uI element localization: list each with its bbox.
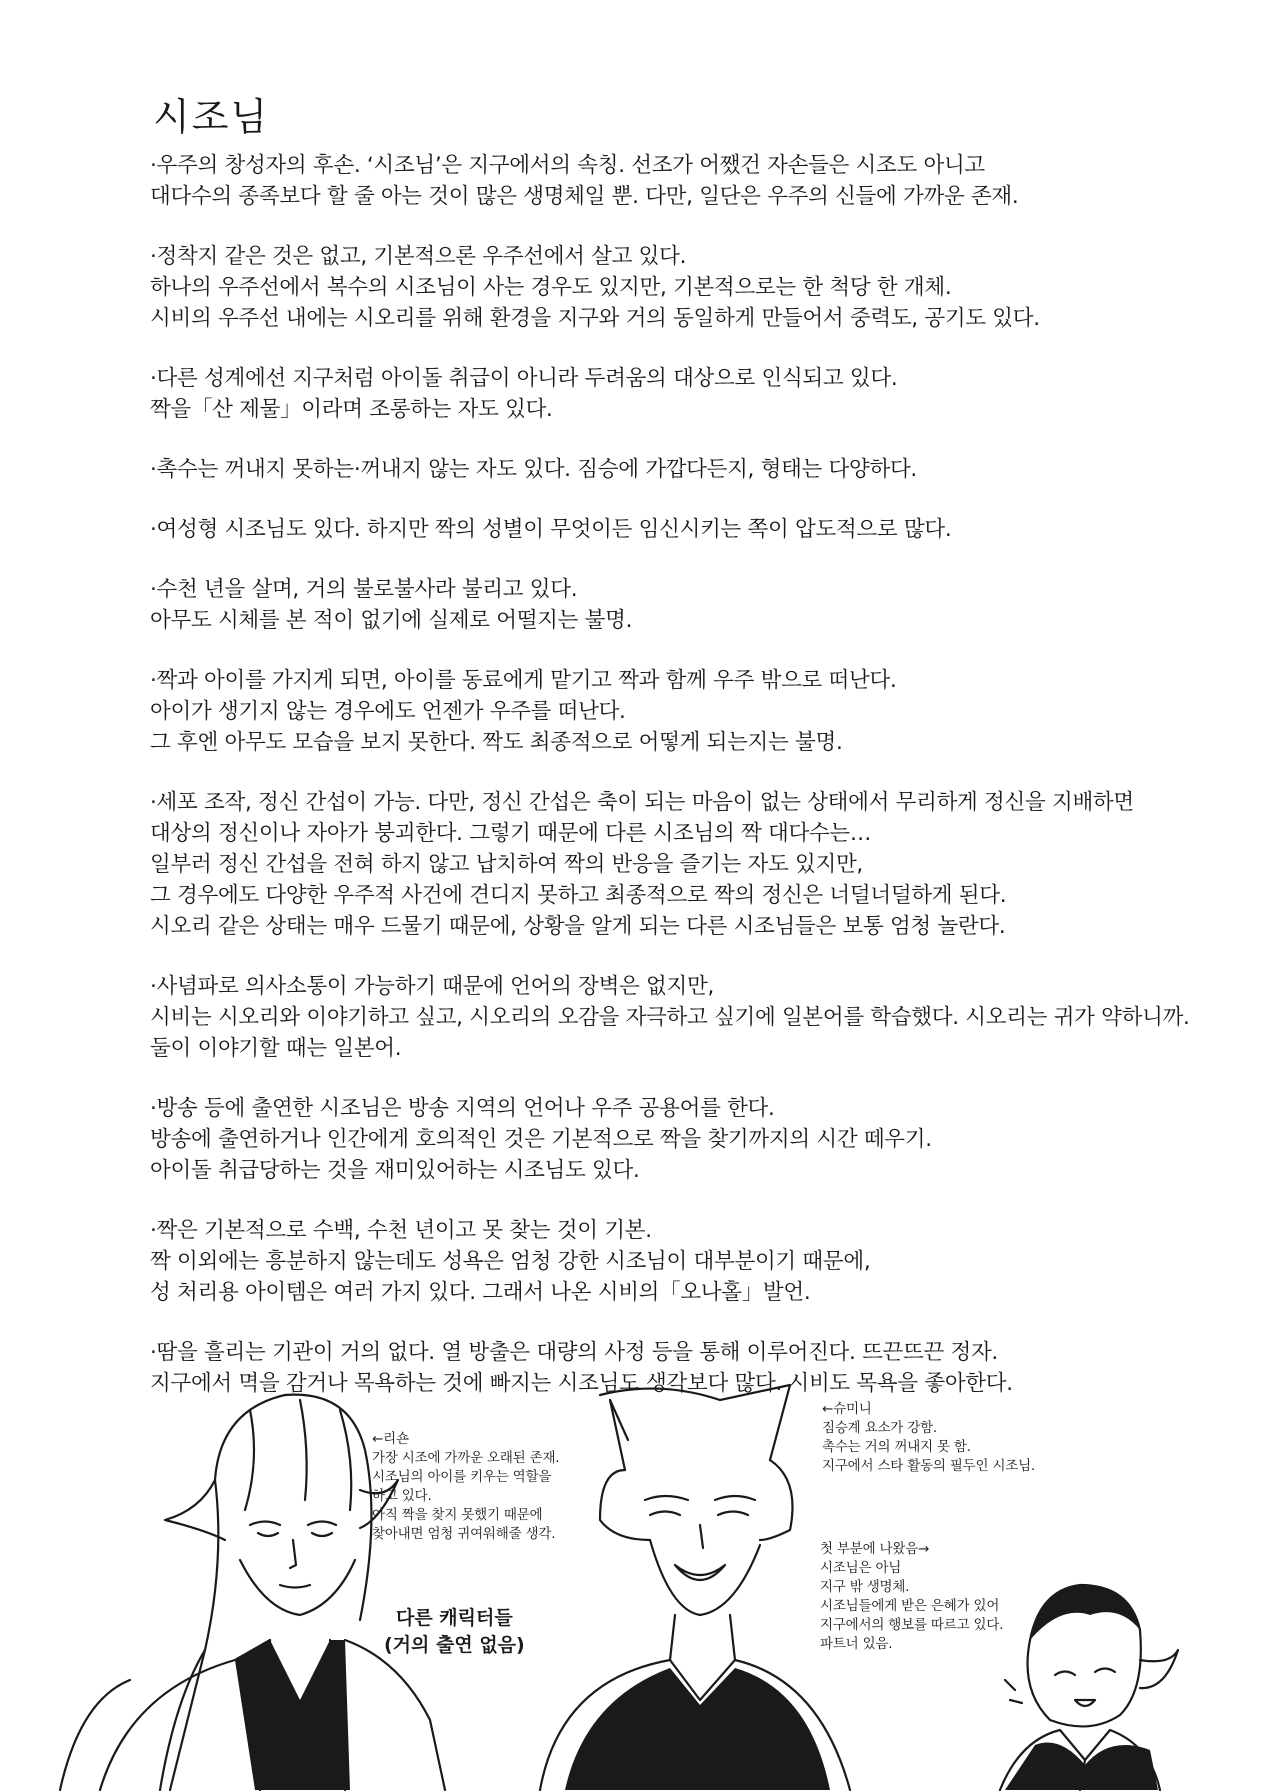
- note-line: 일부러 정신 간섭을 전혀 하지 않고 납치하여 짝의 반응을 즐기는 자도 있지만,: [150, 852, 863, 877]
- note-line: 지구에서 멱을 감거나 목욕하는 것에 빠지는 시조님도 생각보다 많다. 시비도 목욕을 좋아한다.: [150, 1371, 1013, 1396]
- note-line: ·짝과 아이를 가지게 되면, 아이를 동료에게 맡기고 짝과 함께 우주 밖으로 떠난다.: [150, 668, 897, 693]
- note-line: ·방송 등에 출연한 시조님은 방송 지역의 언어나 우주 공용어를 한다.: [150, 1096, 775, 1121]
- caption-other-characters: [384, 1605, 525, 1659]
- boy-hair: [1030, 1585, 1140, 1640]
- caption-line: 파트너 있음.: [820, 1636, 893, 1652]
- note-line: ·세포 조작, 정신 간섭이 가능. 다만, 정신 간섭은 축이 되는 마음이 없는 상태에서 무리하게 정신을 지배하면: [150, 790, 1134, 815]
- caption-line: (거의 출연 없음): [384, 1634, 525, 1656]
- note-paragraph: [150, 971, 1190, 1064]
- note-paragraph: [150, 241, 1150, 334]
- caption-line: 지구 밖 생명체.: [820, 1579, 910, 1595]
- note-paragraph: [150, 1093, 1150, 1186]
- note-paragraph: [150, 150, 1150, 212]
- note-line: 방송에 출연하거나 인간에게 호의적인 것은 기본적으로 짝을 찾기까지의 시간 떼우기.: [150, 1127, 932, 1152]
- note-line: 성 처리용 아이템은 여러 가지 있다. 그래서 나온 시비의「오나홀」발언.: [150, 1280, 811, 1305]
- note-line: 아무도 시체를 본 적이 없기에 실제로 어떨지는 불명.: [150, 608, 633, 633]
- note-line: ·우주의 창성자의 후손. ‘시조님’은 지구에서의 속칭. 선조가 어쨌건 자손들은 시조도 아니고: [150, 153, 985, 178]
- caption-line: 촉수는 거의 꺼내지 못 함.: [822, 1439, 971, 1455]
- caption-line: ←슈미니: [822, 1401, 872, 1417]
- note-paragraph: [150, 787, 1150, 942]
- caption-line: 첫 부분에 나왔음→: [820, 1541, 930, 1557]
- note-line: 둘이 이야기할 때는 일본어.: [150, 1036, 402, 1061]
- caption-line: 지구에서 스타 활동의 필두인 시조님.: [822, 1458, 1036, 1474]
- caption-line: 짐승계 요소가 강함.: [822, 1420, 938, 1436]
- note-line: 대다수의 종족보다 할 줄 아는 것이 많은 생명체일 뿐. 다만, 일단은 우주의 신들에 가까운 존재.: [150, 184, 1019, 209]
- caption-line: 시조님의 아이를 키우는 역할을: [372, 1469, 552, 1485]
- caption-line: 지구에서의 행보를 따르고 있다.: [820, 1617, 1004, 1633]
- caption-line: 아직 짝을 찾지 못했기 때문에: [372, 1507, 543, 1523]
- note-paragraph: [150, 574, 1150, 636]
- caption-line: 시조님은 아님: [820, 1560, 902, 1576]
- caption-shumini: [822, 1400, 1035, 1476]
- boy-suit: [1005, 1743, 1158, 1791]
- note-line: 짝을「산 제물」이라며 조롱하는 자도 있다.: [150, 397, 553, 422]
- note-paragraph: [150, 454, 1150, 485]
- caption-line: 가장 시조에 가까운 오래된 존재.: [372, 1450, 560, 1466]
- note-line: ·땀을 흘리는 기관이 거의 없다. 열 방출은 대량의 사정 등을 통해 이루어진다. 뜨끈뜨끈 정자.: [150, 1340, 998, 1365]
- caption-line: 하고 있다.: [372, 1488, 432, 1504]
- note-line: 아이가 생기지 않는 경우에도 언젠가 우주를 떠난다.: [150, 699, 626, 724]
- note-paragraph: [150, 514, 1150, 545]
- note-paragraph: [150, 665, 1150, 758]
- caption-lishon: [372, 1430, 559, 1544]
- note-line: ·정착지 같은 것은 없고, 기본적으론 우주선에서 살고 있다.: [150, 244, 687, 269]
- note-paragraph: [150, 363, 1150, 425]
- note-line: 아이돌 취급당하는 것을 재미있어하는 시조님도 있다.: [150, 1158, 640, 1183]
- caption-line: 다른 캐릭터들: [395, 1607, 513, 1629]
- note-line: 하나의 우주선에서 복수의 시조님이 사는 경우도 있지만, 기본적으로는 한 척당 한 개체.: [150, 275, 952, 300]
- note-line: 시비는 시오리와 이야기하고 싶고, 시오리의 오감을 자극하고 싶기에 일본어를 학습했다. 시오리는 귀가 약하니까.: [150, 1005, 1190, 1030]
- caption-line: 시조님들에게 받은 은혜가 있어: [820, 1598, 1000, 1614]
- note-line: ·다른 성계에선 지구처럼 아이돌 취급이 아니라 두려움의 대상으로 인식되고 있다.: [150, 366, 898, 391]
- note-line: ·촉수는 꺼내지 못하는·꺼내지 않는 자도 있다. 짐승에 가깝다든지, 형태는 다양하다.: [150, 457, 917, 482]
- note-line: 그 후엔 아무도 모습을 보지 못한다. 짝도 최종적으로 어떻게 되는지는 불명.: [150, 730, 843, 755]
- note-line: 그 경우에도 다양한 우주적 사건에 견디지 못하고 최종적으로 짝의 정신은 너덜너덜하게 된다.: [150, 883, 1007, 908]
- character-illustration: [0, 1380, 1280, 1791]
- caption-first-appearance: [820, 1540, 1003, 1654]
- note-line: ·여성형 시조님도 있다. 하지만 짝의 성별이 무엇이든 임신시키는 쪽이 압도적으로 많다.: [150, 517, 952, 542]
- caption-line: ←리숀: [372, 1431, 409, 1447]
- note-paragraph: [150, 1215, 1150, 1308]
- note-line: 짝 이외에는 흥분하지 않는데도 성욕은 엄청 강한 시조님이 대부분이기 때문에,: [150, 1249, 871, 1274]
- lishon-robe: [235, 1640, 350, 1790]
- note-line: ·사념파로 의사소통이 가능하기 때문에 언어의 장벽은 없지만,: [150, 974, 715, 999]
- note-line: 시오리 같은 상태는 매우 드물기 때문에, 상황을 알게 되는 다른 시조님들은 보통 엄청 놀란다.: [150, 914, 1006, 939]
- note-line: 대상의 정신이나 자아가 붕괴한다. 그렇기 때문에 다른 시조님의 짝 대다수는…: [150, 821, 872, 846]
- note-line: ·짝은 기본적으로 수백, 수천 년이고 못 찾는 것이 기본.: [150, 1218, 652, 1243]
- caption-line: 찾아내면 엄청 귀여워해줄 생각.: [372, 1526, 556, 1542]
- note-line: ·수천 년을 살며, 거의 불로불사라 불리고 있다.: [150, 577, 578, 602]
- note-line: 시비의 우주선 내에는 시오리를 위해 환경을 지구와 거의 동일하게 만들어서 중력도, 공기도 있다.: [150, 306, 1040, 331]
- notes-list: [150, 150, 1190, 1428]
- page-title: 시조님: [153, 95, 270, 139]
